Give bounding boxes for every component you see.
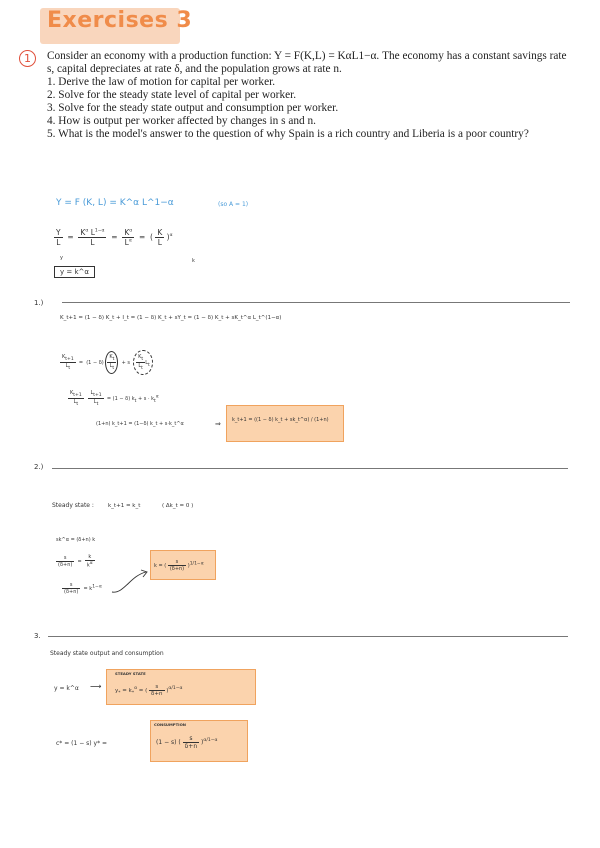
curved-arrow-icon bbox=[110, 568, 152, 596]
per-worker-equation: (1+n) k_t+1 = (1−δ) k_t + s·k_t^α bbox=[96, 421, 184, 427]
per-worker-result-box: y = k^α bbox=[54, 266, 95, 278]
section-label-2: 2.) bbox=[34, 463, 44, 471]
implies-arrow: ⇒ bbox=[215, 420, 221, 428]
problem-item: 3. Solve for the steady state output and consumption per worker. bbox=[47, 102, 339, 114]
steady-state-simplified: $\frac{s}{(\delta+n)}$ = $k^{1-\alpha}$ bbox=[64, 582, 102, 595]
steady-state-rearranged: $\frac{s}{(\delta+n)}$ = $\frac{k}{k^\alpha}$ bbox=[58, 554, 93, 569]
consumption-result: (1 − s) ( $\frac{s}{\delta+n}$ )$^{\alpha/1-\alpha}$ bbox=[156, 735, 218, 750]
consumption-lhs: c* = (1 − s) y* = bbox=[56, 740, 107, 747]
problem-statement bbox=[47, 50, 567, 141]
per-worker-derivation: $\frac{Y}{L}$ = $\frac{K^\alpha L^{1-\alpha}}{L}$ = $\frac{K^\alpha}{L^\alpha}$ = ( $\frac{K}{L}$ )$^\alpha$ bbox=[56, 228, 173, 247]
question-number-badge: 1 bbox=[19, 50, 36, 67]
section-divider-1 bbox=[62, 302, 570, 303]
section-label-3: 3. bbox=[34, 632, 41, 640]
output-result: $y_* = k_*^\alpha$ = ( $\frac{s}{\delta+n}$ )$^{\alpha/1-\alpha}$ bbox=[115, 684, 183, 697]
output-lhs: y = k^α bbox=[54, 685, 79, 692]
law-of-motion-result-box bbox=[226, 405, 344, 442]
k-underbrace-label: k bbox=[192, 258, 195, 264]
problem-item: 1. Derive the law of motion for capital per worker. bbox=[47, 76, 276, 88]
section-divider-2 bbox=[52, 468, 568, 469]
y-underbrace-label: y bbox=[60, 255, 63, 261]
problem-item: 4. How is output per worker affected by changes in s and n. bbox=[47, 115, 316, 127]
per-worker-growth: $\frac{K_{t+1}}{L_t}$ $\frac{L_{t+1}}{L_t}$ = (1 − δ) $k_t + s \cdot k_t^\alpha$ bbox=[70, 390, 159, 407]
consumption-box-label: CONSUMPTION bbox=[154, 722, 186, 727]
section-divider-3 bbox=[48, 636, 568, 637]
steady-state-heading: Steady state : bbox=[52, 502, 94, 509]
steady-state-delta: ( Δk_t = 0 ) bbox=[162, 503, 194, 509]
problem-item: 2. Solve for the steady state level of capital per worker. bbox=[47, 89, 297, 101]
capital-steady-state-result: k = ( $\frac{s}{(\delta+n)}$ )$^{1/1-\alpha}$ bbox=[154, 559, 204, 572]
section-label-1: 1.) bbox=[34, 299, 44, 307]
assumption-note: (so A = 1) bbox=[218, 201, 249, 208]
output-box-label: STEADY STATE bbox=[115, 671, 146, 676]
steady-state-condition: k_t+1 = k_t bbox=[108, 503, 141, 509]
problem-intro: Consider an economy with a production function: Y = F(K,L) = KαL1−α. The economy has a constant savings rate s, capital depreciates at rate δ, and the population grows at rate n. bbox=[47, 50, 567, 75]
problem-item: 5. What is the model's answer to the question of why Spain is a rich country and Liberia is a poor country? bbox=[47, 128, 529, 140]
arrow-right-icon: ⟶ bbox=[90, 682, 102, 691]
per-worker-division: $\frac{K_{t+1}}{L_t}$ = (1 − δ) $\frac{K_t}{L_t}$ + s $K_t$ $L_tL_t$ bbox=[60, 350, 153, 375]
steady-state-equation: sk^α = (δ+n) k bbox=[56, 537, 96, 543]
law-of-motion-result: k_t+1 = ((1 − δ) k_t + sk_t^α) / (1+n) bbox=[232, 417, 329, 423]
page-title: Exercises 3 bbox=[47, 8, 193, 33]
output-consumption-heading: Steady state output and consumption bbox=[50, 650, 164, 657]
law-of-motion-aggregate: K_t+1 = (1 − δ) K_t + I_t = (1 − δ) K_t + sY_t = (1 − δ) K_t + sK_t^α L_t^(1−α) bbox=[60, 315, 282, 321]
production-function: Y = F (K, L) = K^α L^1−α bbox=[56, 198, 174, 208]
